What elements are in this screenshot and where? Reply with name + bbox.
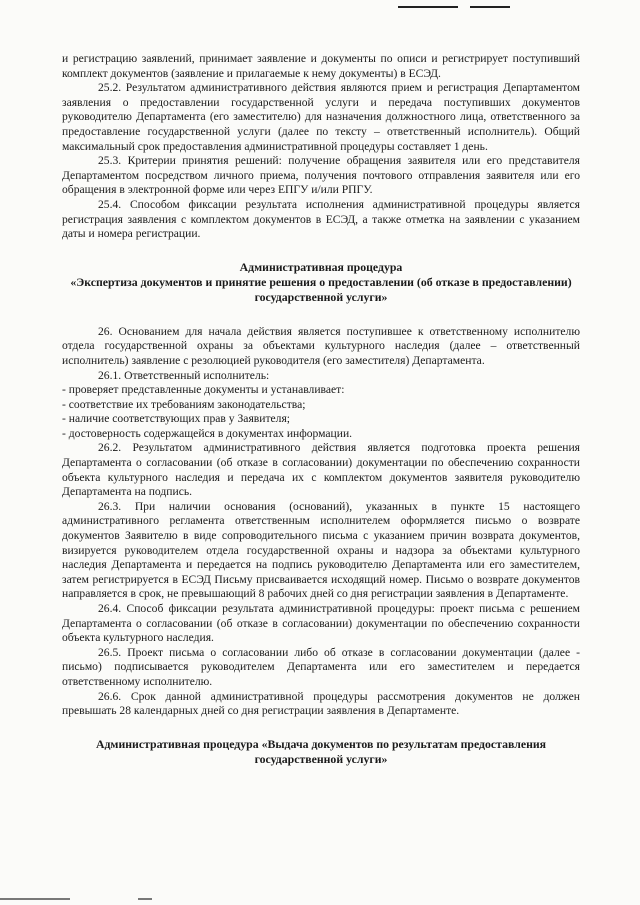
- section-heading-line1: Административная процедура: [239, 259, 403, 274]
- scan-artifact-top: [398, 6, 458, 8]
- bullet-item: - соответствие их требованиям законодательства;: [62, 397, 306, 411]
- section-heading-expertise: [62, 260, 580, 305]
- paragraph-25-2: 25.2. Результатом административного действия являются прием и регистрация Департаментом заявления о предоставлении государственной услуги и передача поступивших документов руководителю Департамента (его заместителю) для назначения должностного лица, ответственного за предоставление государственной услуги (далее по тексту – ответственный исполнитель). Общий максимальный срок предоставления административной процедуры составляет 1 день.: [62, 81, 580, 153]
- paragraph-26-4: 26.4. Способ фиксации результата административной процедуры: проект письма с решением Департамента о согласовании (об отказе в согласовании) документации по обеспечению сохранности объекта культурного наследия.: [62, 602, 580, 645]
- paragraph-26-2: 26.2. Результатом административного действия является подготовка проекта решения Департамента о согласовании (об отказе в согласовании) документации по обеспечению сохранности объекта культурного наследия и передача их с комплектом документов заявителя руководителю Департамента на подпись.: [62, 441, 580, 499]
- section-heading-issuance: Административная процедура «Выдача документов по результатам предоставления государственной услуги»: [95, 736, 547, 766]
- document-page: [62, 52, 580, 767]
- scan-artifact-bottom-mid: [138, 898, 152, 900]
- paragraph-continuation: и регистрацию заявлений, принимает заявление и документы по описи и регистрирует поступивший комплект документов (заявление и прилагаемые к нему документы) в ЕСЭД.: [62, 52, 580, 80]
- bullet-item: - наличие соответствующих прав у Заявителя;: [62, 412, 291, 426]
- paragraph-26-3: 26.3. При наличии основания (оснований), указанных в пункте 15 настоящего административного регламента ответственным исполнителем оформляется письмо о возврате документов Заявителю в виде сопроводительного письма с указанием причин возврата документов, визируется руководителем отдела государственной охраны и надзора за объектами культурного наследия Департамента и передается на подпись руководителю Департамента или его заместителем, затем регистрируется в ЕСЭД Письму присваивается исходящий номер. Письмо о возврате документов направляется в срок, не превышающий 8 рабочих дней со дня регистрации заявления в Департаменте.: [62, 499, 580, 601]
- paragraph-26-6: 26.6. Срок данной административной процедуры рассмотрения документов не должен превышать 28 календарных дней со дня регистрации заявления в Департаменте.: [62, 689, 580, 718]
- paragraph-25-4: 25.4. Способом фиксации результата исполнения административной процедуры является регистрация заявления с комплектом документов в ЕСЭД, а также отметка на заявлении с указанием даты и номера регистрации.: [62, 197, 580, 241]
- paragraph-26-1: 26.1. Ответственный исполнитель:: [98, 368, 270, 382]
- section-heading-line2: «Экспертиза документов и принятие решения о предоставлении (об отказе в предоставлении) государственной услуги»: [70, 274, 572, 304]
- bullet-item: - достоверность содержащейся в документах информации.: [62, 426, 353, 440]
- paragraph-26-5: 26.5. Проект письма о согласовании либо об отказе в согласовании документации (далее - письмо) подписывается руководителем Департамента или его заместителем и передается ответственному исполнителю.: [62, 645, 580, 688]
- bullet-item: - проверяет представленные документы и устанавливает:: [62, 383, 345, 397]
- paragraph-25-3: 25.3. Критерии принятия решений: получение обращения заявителя или его представителя Департаментом посредством личного приема, получения почтового отправления заявителя или его обращения в электронной форме или через ЕПГУ и/или РПГУ.: [62, 154, 580, 197]
- scan-artifact-bottom: [0, 898, 70, 900]
- scan-artifact-top-right: [470, 6, 510, 8]
- paragraph-26: 26. Основанием для начала действия является поступившее к ответственному исполнителю отдела государственной охраны за объектами культурного наследия (далее – ответственный исполнитель) заявление с резолюцией руководителя (его заместителя) Департамента.: [62, 324, 580, 367]
